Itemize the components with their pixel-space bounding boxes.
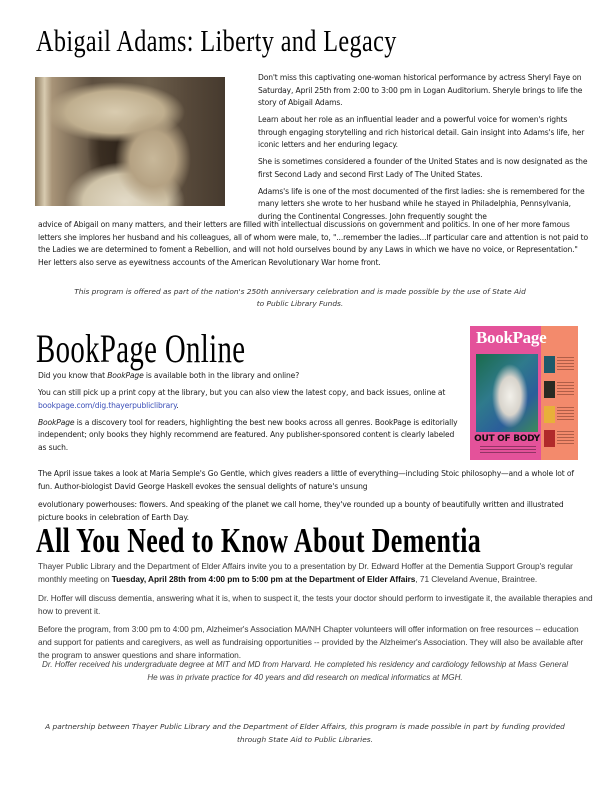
text-run: is available both in the library and online? <box>143 371 300 380</box>
dementia-text <box>38 560 593 668</box>
cover-mini-text <box>557 431 574 445</box>
cover-mini-text <box>557 407 574 421</box>
cover-mini-book <box>544 381 555 398</box>
bookpage-heading: BookPage Online <box>36 326 246 371</box>
bookpage-paragraph <box>38 387 458 412</box>
bookpage-text <box>38 370 458 459</box>
cover-mini-book <box>544 430 555 447</box>
abigail-paragraph: She is sometimes considered a founder of the United States and is now designated as the first Second Lady and second First Lady of The United States. <box>258 157 588 179</box>
cover-statue-art <box>476 354 538 432</box>
abigail-paragraph: Learn about her role as an influential leader and a powerful voice for women's rights through engaging storytelling and rich historical detail. Gain insight into Adams's life, her iconic letters and her enduring legacy. <box>258 115 585 149</box>
cover-masthead: BookPage <box>476 328 547 347</box>
cover-mini-text <box>557 382 574 396</box>
abigail-intro-text <box>258 72 588 228</box>
text-run: . <box>176 400 179 410</box>
text-run: Did you know that <box>38 371 108 380</box>
dementia-heading: All You Need to Know About Dementia <box>36 521 482 560</box>
bookpage-paragraph <box>38 370 458 383</box>
cover-mini-text <box>557 357 574 371</box>
dementia-paragraph: Before the program, from 3:00 pm to 4:00 pm, Alzheimer's Association MA/NH Chapter volunteers will offer information on free resources -- education and support for patients and caregivers, as well as fundraising opportunities -- provided by the Alzheimer's Association. They will also be available after the program to answer questions and share information. <box>38 624 584 660</box>
abigail-letters-text <box>38 219 590 274</box>
text-run: You can still pick up a print copy at the library, but you can also view the latest copy, and back issues, online at <box>38 388 446 397</box>
abigail-funding-note: This program is offered as part of the nation's 250th anniversary celebration and is made possible by the use of State Aid to Public Library Funds. <box>74 287 526 308</box>
cover-headline: OUT OF BODY <box>474 434 540 444</box>
bookpage-paragraph: evolutionary powerhouses: flowers. And speaking of the planet we call home, they've rounded up a bounty of beautifully written and illustrated picture books in celebration of Earth Day. <box>38 500 564 522</box>
abigail-paragraph: Don't miss this captivating one-woman historical performance by actress Sheryl Faye on Saturday, April 25th from 2:00 to 3:00 pm in Logan Auditorium. Sheryle brings to life the story of Abigail Adams. <box>258 73 583 107</box>
speaker-bio: Dr. Hoffer received his undergraduate degree at MIT and MD from Harvard. He completed his residency and cardiology fellowship at Mass General He was in private practice for 40 years and did research on medical informatics at MGH. <box>41 660 569 682</box>
abigail-adams-photo <box>35 77 225 206</box>
text-run: Thayer Public Library and the Department of Elder Affairs invite you to a presentation by Dr. Edward Hoffer at the Dementia Support Group's regular monthly meeting on <box>38 561 573 584</box>
bookpage-name: BookPage <box>38 417 75 427</box>
bookpage-paragraph <box>38 417 458 455</box>
dementia-paragraph: Dr. Hoffer will discuss dementia, answering what it is, when to suspect it, the tests your doctor should perform to investigate it, the available therapies and how to prevent it. <box>38 592 593 616</box>
dementia-partnership-note: A partnership between Thayer Public Library and the Department of Elder Affairs, this program is made possible in part by funding provided through State Aid to Public Libraries. <box>45 722 565 744</box>
abigail-adams-heading: Abigail Adams: Liberty and Legacy <box>36 23 397 58</box>
abigail-paragraph: advice of Abigail on many matters, and their letters are filled with intellectual discussions on government and politics. In one of her more famous letters she implores her husband and his colleagues, all of whom were male, to, "...remember the ladies...If particular care and attention is not paid to the Ladies we are determined to foment a Rebellion, and will not hold ourselves bound by any Laws in which we have no voice, or Representation." Her letters also serve as eyewitness accounts of the American Revolutionary War home front. <box>38 220 588 267</box>
cover-mini-book <box>544 356 555 373</box>
bookpage-paragraph: The April issue takes a look at Maria Semple's Go Gentle, which gives readers a little of everything—including Stoic philosophy—and a whole lot of fun. Author-biologist David George Haskell evokes the sensual delights of nature's unsung <box>38 469 574 491</box>
bookpage-name: BookPage <box>107 371 144 380</box>
cover-mini-book <box>544 406 555 423</box>
bookpage-cover-image <box>470 326 578 460</box>
dementia-paragraph <box>38 560 593 586</box>
text-run: is a discovery tool for readers, highlighting the best new books across all genres. BookPage is editorially independent; only books they highly recommend are featured. Any publisher-sponsored content is clearly labeled as such. <box>38 417 458 452</box>
text-run: , 71 Cleveland Avenue, Braintree. <box>415 574 538 584</box>
event-details: Tuesday, April 28th from 4:00 pm to 5:00 pm at the Department of Elder Affairs <box>111 574 416 584</box>
cover-subtext <box>480 446 536 454</box>
abigail-paragraph: Adams's life is one of the most documented of the first ladies: she is remembered for the many letters she wrote to her husband while he stayed in Philadelphia, Pennsylvania, during the Continental Congresses. John frequently sought the <box>258 186 585 221</box>
bookpage-april-text <box>38 468 588 529</box>
bookpage-link[interactable]: bookpage.com/dig.thayerpubliclibrary <box>38 400 177 410</box>
